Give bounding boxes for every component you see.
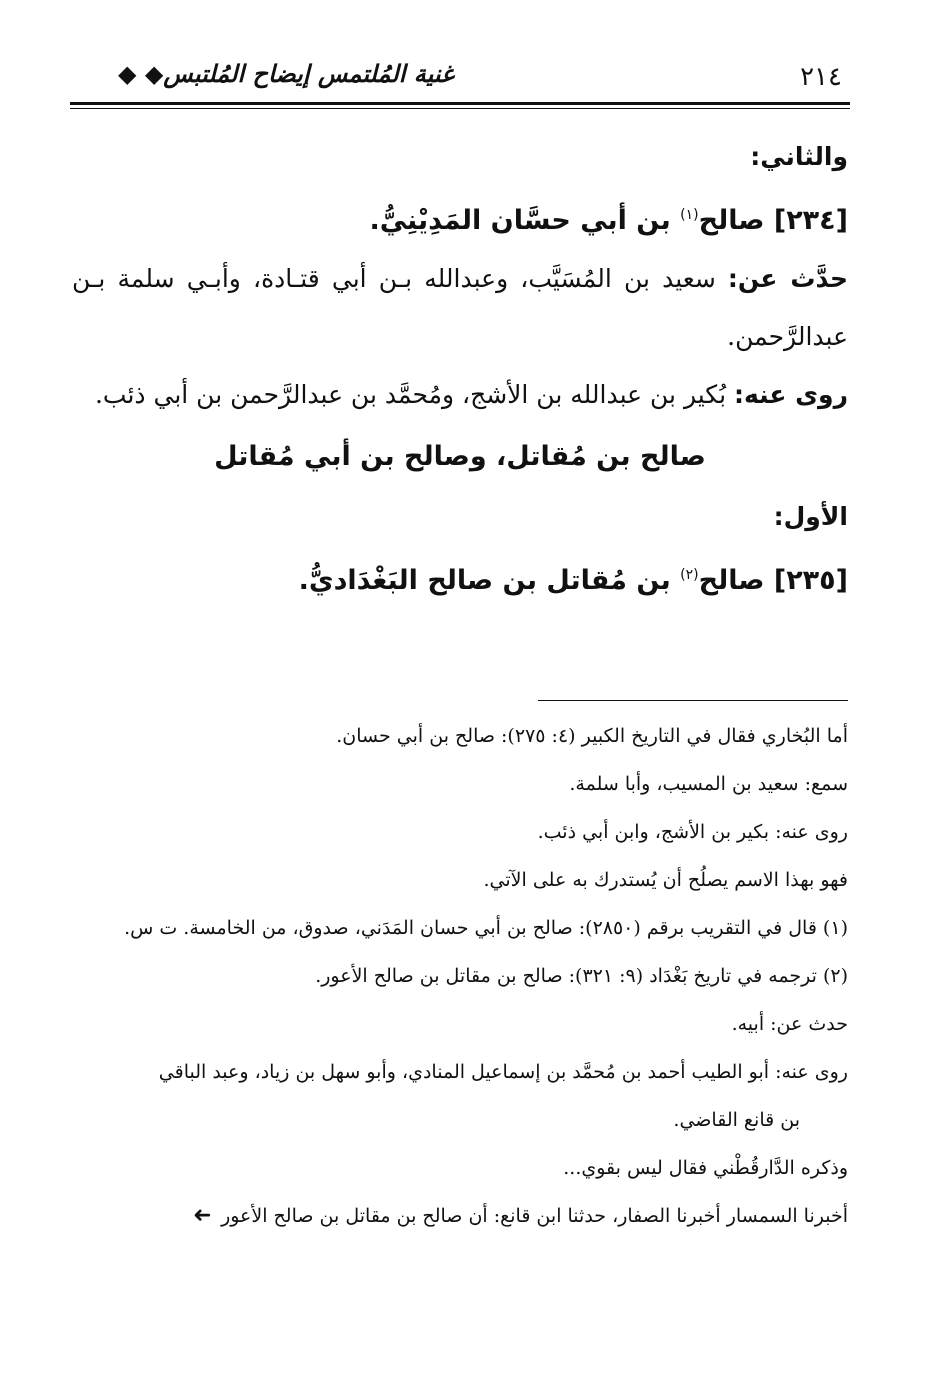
entry-235-rest: بن مُقاتل بن صالح البَغْدَاديُّ. (298, 565, 671, 596)
footnote-ref-1: (١) (680, 207, 699, 223)
first-heading: الأول: (773, 502, 848, 531)
page-number: ٢١٤ (800, 62, 842, 92)
running-title-text: غنية المُلتمس إيضاح المُلتبس (163, 60, 454, 88)
entry-234-rawa (72, 366, 848, 424)
main-text (72, 128, 848, 610)
entry-234-rest: بن أبي حسَّان المَدِيْنِيُّ. (369, 205, 671, 236)
hadath-label: حدَّث عن: (727, 264, 848, 293)
footnote-ref-2: (٢) (680, 567, 699, 583)
footnote-2: (٢) ترجمه في تاريخ بَغْدَاد (٩: ٣٢١): صالح بن مقاتل بن صالح الأعور. (315, 965, 848, 987)
header-rule-thick (70, 102, 850, 105)
page-header (70, 58, 850, 102)
header-rule-thin (70, 108, 850, 109)
rawa-label: روى عنه: (734, 380, 848, 409)
footnote-line: أما البُخاري فقال في التاريخ الكبير (٤: ٢٧٥): صالح بن أبي حسان. (336, 725, 848, 747)
footnote-line: حدث عن: أبيه. (731, 1013, 848, 1035)
entry-234-number: [٢٣٤] (773, 205, 848, 236)
arrow-left-icon: ➜ (192, 1203, 212, 1228)
rawa-text: بُكير بن عبدالله بن الأشج، ومُحمَّد بن عبدالرَّحمن بن أبي ذئب. (94, 380, 727, 409)
footnote-last-line (72, 1192, 848, 1240)
entry-234-hadath (72, 250, 848, 366)
footnote-line: فهو بهذا الاسم يصلُح أن يُستدرك به على الآتي. (483, 869, 848, 891)
entry-235-name: صالح (698, 565, 765, 596)
entry-234-name: صالح (698, 205, 765, 236)
footnotes (72, 712, 848, 1240)
ornament-icon: ◆ ◆ (118, 60, 164, 88)
footnote-1: (١) قال في التقريب برقم (٢٨٥٠): صالح بن أبي حسان المَدَني، صدوق، من الخامسة. ت س. (124, 917, 848, 939)
entry-235-title (72, 546, 848, 610)
entry-234-title (72, 186, 848, 250)
footnote-line: روى عنه: أبو الطيب أحمد بن مُحمَّد بن إسماعيل المنادي، وأبو سهل بن زياد، وعبد الباقي (158, 1061, 848, 1083)
hadath-text: سعيد بن المُسَيَّب، وعبدالله بـن أبي قتـادة، وأبـي سلمة بـن عبدالرَّحمن. (72, 264, 848, 351)
footnote-line: وذكره الدَّارقُطْني فقال ليس بقوي... (563, 1157, 848, 1179)
footnote-line: سمع: سعيد بن المسيب، وأبا سلمة. (569, 773, 848, 795)
second-heading: والثاني: (750, 142, 848, 171)
footnote-line: روى عنه: بكير بن الأشج، وابن أبي ذئب. (537, 821, 848, 843)
footnote-separator (538, 700, 848, 701)
footnote-line-text: أخبرنا السمسار أخبرنا الصفار، حدثنا ابن قانع: أن صالح بن مقاتل بن صالح الأعور (221, 1205, 848, 1227)
entry-235-number: [٢٣٥] (773, 565, 848, 596)
footnote-line: بن قانع القاضي. (673, 1109, 800, 1131)
section-title: صالح بن مُقاتل، وصالح بن أبي مُقاتل (214, 441, 706, 472)
running-title (118, 60, 454, 88)
